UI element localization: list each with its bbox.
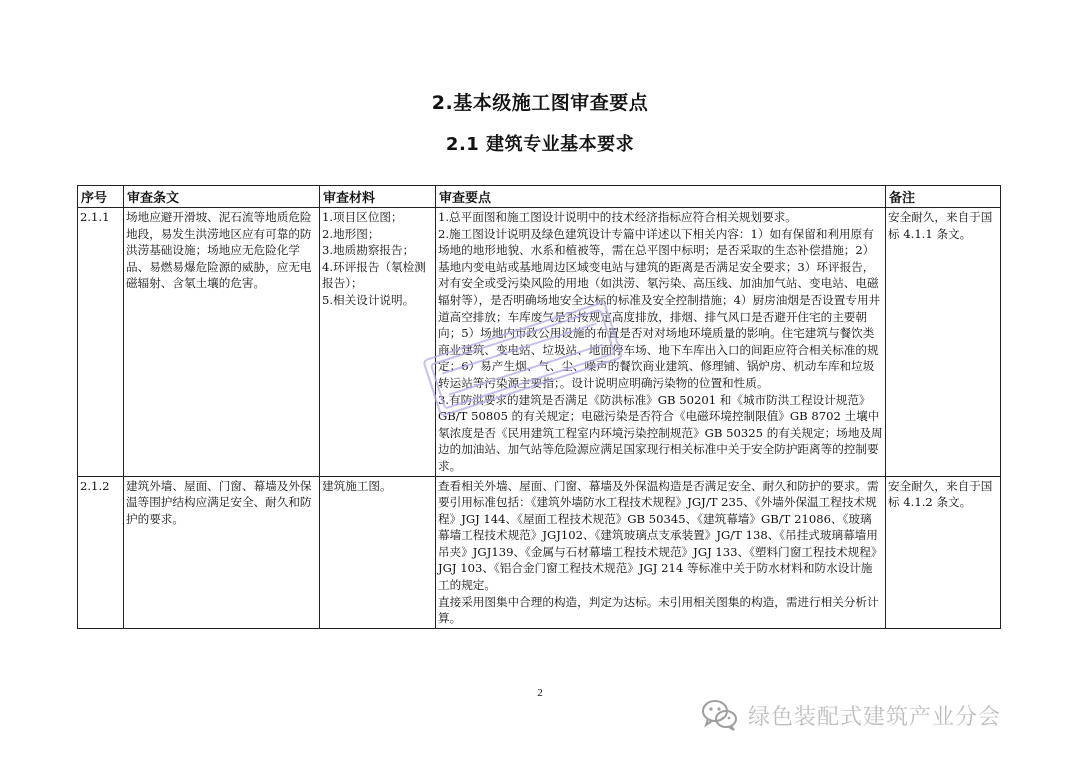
header-clause: 审查条文 — [124, 186, 320, 208]
material-item: 1.项目区位图； — [322, 210, 403, 224]
header-materials: 审查材料 — [320, 186, 436, 208]
review-table — [77, 185, 1001, 629]
row-points — [436, 476, 886, 628]
material-item: 建筑施工图。 — [322, 478, 392, 493]
row-clause: 场地应避开滑坡、泥石流等地质危险地段，易发生洪涝地区应有可靠的防洪涝基础设施；场地应无危险化学品、易燃易爆危险源的威胁，应无电磁辐射、含氡土壤的危害。 — [124, 208, 320, 477]
point-paragraph: 查看相关外墙、屋面、门窗、幕墙及外保温构造是否满足安全、耐久和防护的要求。需要引用标准包括：《建筑外墙防水工程技术规程》JGJ/T 235、《外墙外保温工程技术规程》JGJ 144、《屋面工程技术规范》GB 50345、《建筑幕墙》GB/T 21086、《玻璃幕墙工程技术规范》JGJ102、《建筑玻璃点支承装置》JG/T 138、《吊挂式玻璃幕墙用吊夹》JGJ139、《金属与石材幕墙工程技术规范》JGJ 133、《塑料门窗工程技术规程》JGJ 103、《铝合金门窗工程技术规范》JGJ 214 等标准中关于防水材料和防水设计施工的规定。 — [438, 478, 883, 593]
material-item: 4.环评报告（氡检测报告）； — [322, 259, 426, 291]
header-number: 序号 — [78, 186, 124, 208]
footer-brand — [700, 697, 1001, 733]
point-paragraph: 3.有防洪要求的建筑是否满足《防洪标准》GB 50201 和《城市防洪工程设计规范》GB/T 50805 的有关规定；电磁污染是否符合《电磁环境控制限值》GB 8702 土壤中氡浓度是否《民用建筑工程室内环境污染控制规范》GB 50325 的有关规定；场地及周边的加油站、加气站等危险源应满足国家现行相关标准中关于安全防护距离等的控制要求。 — [438, 392, 883, 473]
material-item: 5.相关设计说明。 — [322, 292, 415, 307]
material-item: 2.地形图； — [322, 226, 380, 241]
material-item: 3.地质勘察报告； — [322, 243, 415, 258]
row-remark: 安全耐久，来自于国标 4.1.1 条文。 — [886, 208, 1001, 477]
row-remark: 安全耐久，来自于国标 4.1.2 条文。 — [886, 476, 1001, 628]
row-number: 2.1.1 — [78, 208, 124, 477]
point-paragraph: 直接采用图集中合理的构造，判定为达标。未引用相关图集的构造，需进行相关分析计算。 — [438, 594, 879, 626]
header-points: 审查要点 — [436, 186, 886, 208]
wechat-icon — [700, 698, 740, 732]
row-materials — [320, 208, 436, 477]
row-points — [436, 208, 886, 477]
section-subtitle: 2.1 建筑专业基本要求 — [445, 134, 635, 155]
table-header-row — [78, 186, 1001, 208]
table-row — [78, 208, 1001, 477]
point-paragraph: 2.施工图设计说明及绿色建筑设计专篇中详述以下相关内容：1）如有保留和利用原有场地的地形地貌、水系和植被等，需在总平图中标明；是否采取的生态补偿措施；2）基地内变电站或基地周边区域变电站与建筑的距离是否满足安全要求；3）环评报告，对有安全或受污染风险的用地（如洪涝、氡污染、高压线、加油加气站、变电站、电磁辐射等），是否明确场地安全达标的标准及安全控制措施；4）厨房油烟是否设置专用井道高空排放；车库废气是否按规定高度排放，排烟、排气风口是否避开住宅的主要朝向；5）场地内市政公用设施的布置是否对对场地环境质量的影响。住宅建筑与餐饮类商业建筑、变电站、垃圾站、地面停车场、地下车库出入口的间距应符合相关标准的规定；6）易产生烟、气、尘、噪声的餐饮商业建筑、修理铺、锅炉房、机动车库和垃圾转运站等污染源主要指；。设计说明应明确污染物的位置和性质。 — [438, 226, 881, 390]
point-paragraph: 1.总平面图和施工图设计说明中的技术经济指标应符合相关规划要求。 — [438, 210, 797, 224]
header-remark: 备注 — [886, 186, 1001, 208]
row-materials — [320, 476, 436, 628]
row-clause: 建筑外墙、屋面、门窗、幕墙及外保温等围护结构应满足安全、耐久和防护的要求。 — [124, 476, 320, 628]
table-row — [78, 476, 1001, 628]
page-number: 2 — [537, 687, 543, 699]
brand-name: 绿色装配式建筑产业分会 — [748, 704, 1002, 730]
page-title: 2.基本级施工图审查要点 — [431, 92, 649, 114]
row-number: 2.1.2 — [78, 476, 124, 628]
